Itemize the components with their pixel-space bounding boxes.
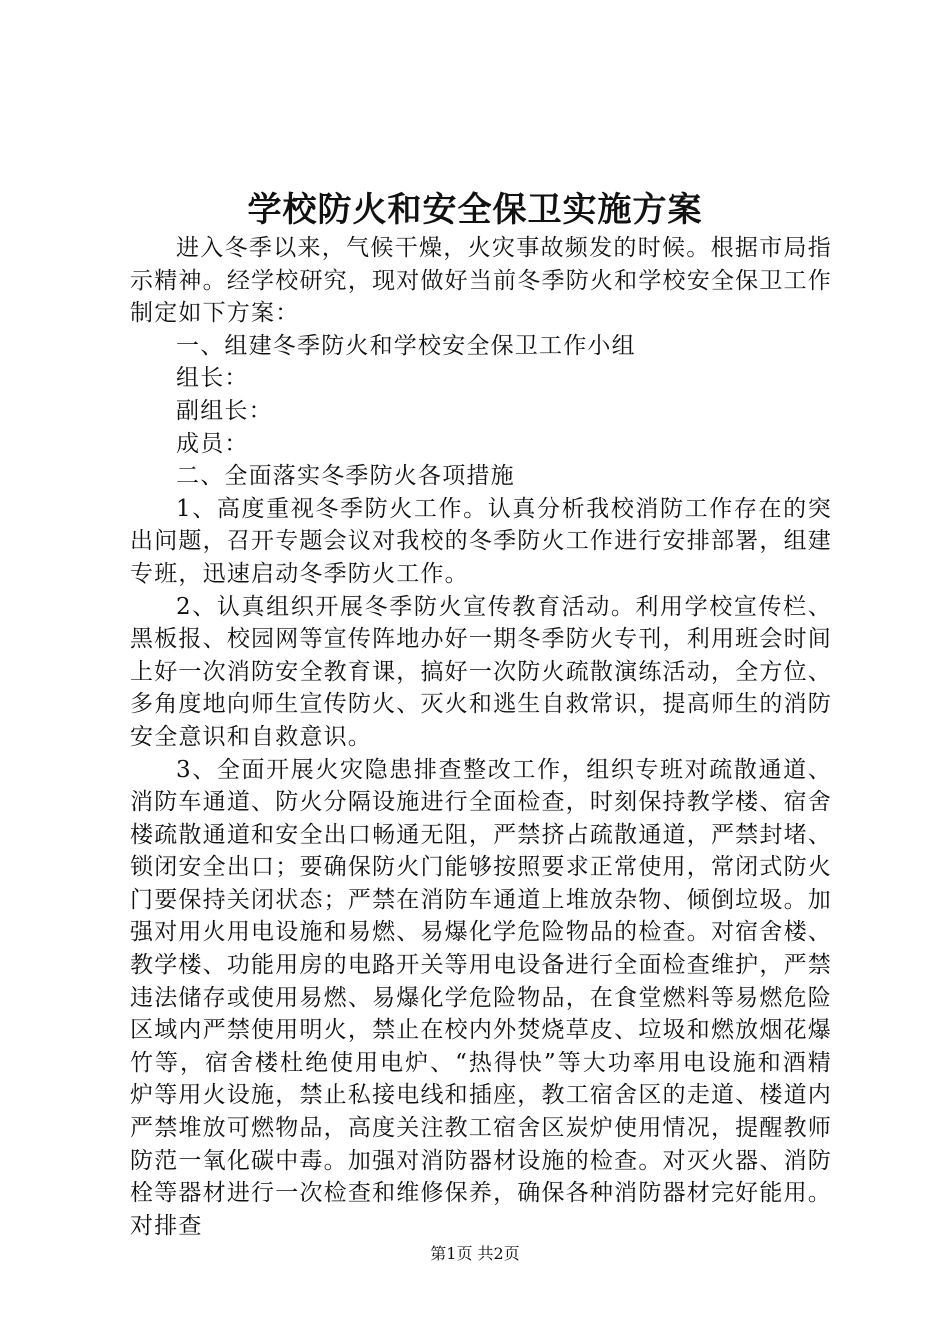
measure-2-paragraph: 2、认真组织开展冬季防火宣传教育活动。利用学校宣传栏、黑板报、校园网等宣传阵地办好一期冬季防火专刊，利用班会时间上好一次消防安全教育课，搞好一次防火疏散演练活动，全方位、多角度地向师生宣传防火、灭火和逃生自救常识，提高师生的消防安全意识和自救意识。 [130,593,832,750]
page-footer: 第1页 共2页 [430,1244,520,1263]
measure-1-paragraph: 1、高度重视冬季防火工作。认真分析我校消防工作存在的突出问题，召开专题会议对我校的冬季防火工作进行安排部署，组建专班，迅速启动冬季防火工作。 [130,495,832,587]
paragraph-intro: 进入冬季以来，气候干燥，火灾事故频发的时候。根据市局指示精神。经学校研究，现对做好当前冬季防火和学校安全保卫工作制定如下方案： [130,235,832,327]
document-title: 学校防火和安全保卫实施方案 [247,190,703,230]
members-line: 成员： [176,430,249,457]
group-leader-line: 组长： [176,365,249,392]
section-heading-1: 一、组建冬季防火和学校安全保卫工作小组 [176,332,636,359]
measure-3-paragraph: 3、全面开展火灾隐患排查整改工作，组织专班对疏散通道、消防车通道、防火分隔设施进行全面检查，时刻保持教学楼、宿舍楼疏散通道和安全出口畅通无阻，严禁挤占疏散通道，严禁封堵、锁闭安全出口；要确保防火门能够按照要求正常使用，常闭式防火门要保持关闭状态；严禁在消防车通道上堆放杂物、倾倒垃圾。加强对用火用电设施和易燃、易爆化学危险物品的检查。对宿舍楼、教学楼、功能用房的电路开关等用电设备进行全面检查维护，严禁违法储存或使用易燃、易爆化学危险物品，在食堂燃料等易燃危险区域内严禁使用明火，禁止在校内外焚烧草皮、垃圾和燃放烟花爆竹等，宿舍楼杜绝使用电炉、“热得快”等大功率用电设施和酒精炉等用火设施，禁止私接电线和插座，教工宿舍区的走道、楼道内严禁堆放可燃物品，高度关注教工宿舍区炭炉使用情况，提醒教师防范一氧化碳中毒。加强对消防器材设施的检查。对灭火器、消防栓等器材进行一次检查和维修保养，确保各种消防器材完好能用。对排查 [130,756,832,1239]
document-body [130,232,832,1242]
section-heading-2: 二、全面落实冬季防火各项措施 [176,463,515,490]
deputy-leader-line: 副组长： [176,397,273,424]
